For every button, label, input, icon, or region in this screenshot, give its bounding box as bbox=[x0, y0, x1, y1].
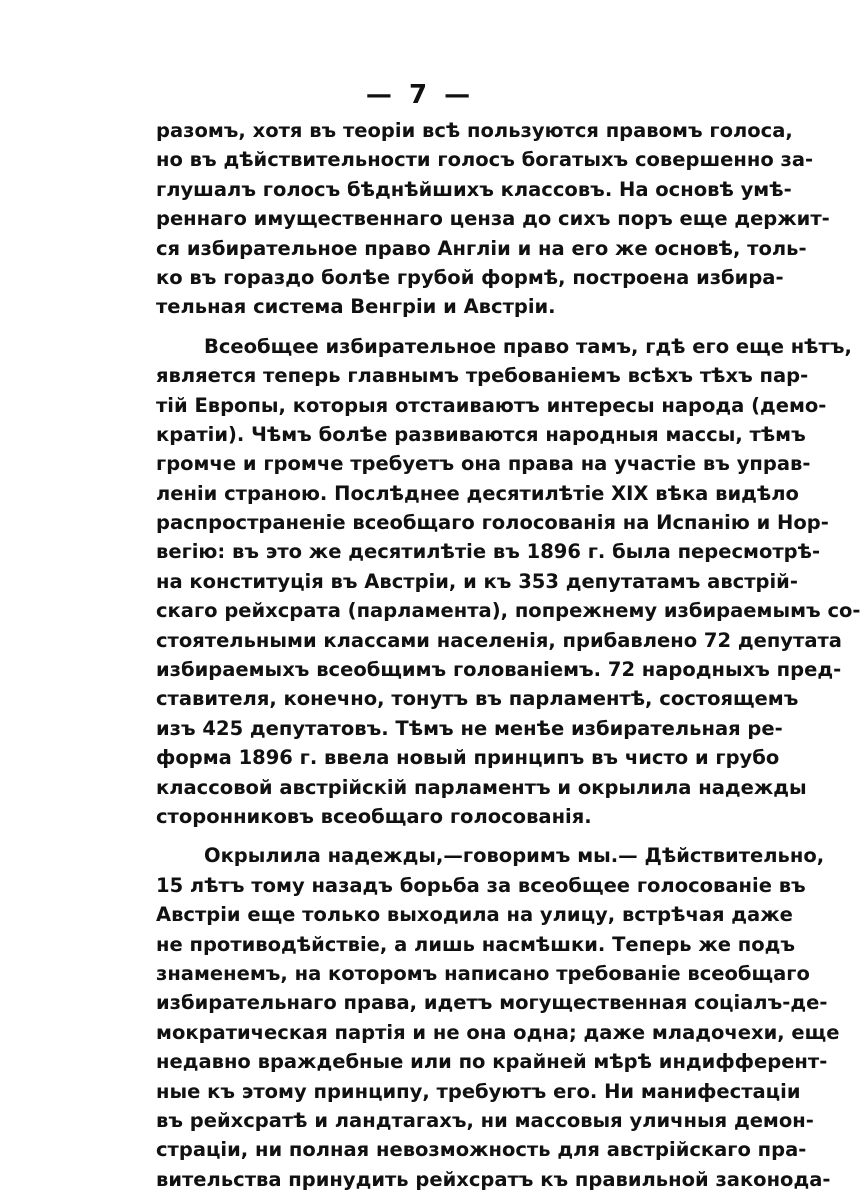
text-line: въ рейхсратѣ и ландтагахъ, ни массовыя уличныя демон- bbox=[156, 1108, 814, 1132]
text-line: 15 лѣтъ тому назадъ борьба за всеобщее голосованіе въ bbox=[156, 873, 806, 897]
text-line: является теперь главнымъ требованіемъ всѣхъ тѣхъ пар- bbox=[156, 364, 809, 388]
text-line: изъ 425 депутатовъ. Тѣмъ не менѣе избирательная ре- bbox=[156, 716, 783, 740]
text-line: реннаго имущественнаго ценза до сихъ поръ еще держит- bbox=[156, 207, 830, 231]
text-line: громче и громче требуетъ она права на участіе въ управ- bbox=[156, 452, 811, 476]
text-line: ко въ гораздо болѣе грубой формѣ, построена избира- bbox=[156, 265, 784, 289]
text-line: страціи, ни полная невозможность для австрійскаго пра- bbox=[156, 1138, 807, 1162]
text-line: форма 1896 г. ввела новый принципъ въ чисто и грубо bbox=[156, 746, 780, 770]
paragraph-2 bbox=[156, 332, 861, 832]
text-line: Окрылила надежды,—говоримъ мы.— Дѣйствительно, bbox=[204, 844, 825, 868]
text-line: не противодѣйствіе, а лишь насмѣшки. Теперь же подъ bbox=[156, 932, 796, 956]
text-line: ставителя, конечно, тонутъ въ парламентѣ, состоящемъ bbox=[156, 687, 799, 711]
text-line: распространеніе всеобщаго голосованія на Испанію и Нор- bbox=[156, 511, 829, 535]
text-line: недавно враждебные или по крайней мѣрѣ индифферент- bbox=[156, 1050, 828, 1074]
text-line: глушалъ голосъ бѣднѣйшихъ классовъ. На основѣ умѣ- bbox=[156, 177, 792, 201]
text-line: вительства принудить рейхсратъ къ правильной законода- bbox=[156, 1167, 831, 1191]
text-line: вегію: въ это же десятилѣтіе въ 1896 г. была пересмотрѣ- bbox=[156, 540, 821, 564]
paragraph-1 bbox=[156, 116, 830, 322]
text-line: сторонниковъ всеобщаго голосованія. bbox=[156, 804, 592, 828]
text-line: но въ дѣйствительности голосъ богатыхъ совершенно за- bbox=[156, 148, 814, 172]
text-line: мократическая партія и не она одна; даже младочехи, еще bbox=[156, 1020, 840, 1044]
text-line: Всеобщее избирательное право тамъ, гдѣ его еще нѣтъ, bbox=[204, 334, 852, 358]
text-line: ные къ этому принципу, требуютъ его. Ни манифестаціи bbox=[156, 1079, 801, 1103]
text-line: на конституція въ Австріи, и къ 353 депутатамъ австрій- bbox=[156, 569, 798, 593]
text-line: избираемыхъ всеобщимъ голованіемъ. 72 народныхъ пред- bbox=[156, 658, 842, 682]
text-line: леніи страною. Послѣднее десятилѣтіе XIX вѣка видѣло bbox=[156, 481, 799, 505]
body-text bbox=[156, 116, 861, 1194]
text-line: Австріи еще только выходила на улицу, встрѣчая даже bbox=[156, 903, 793, 927]
text-line: тій Европы, которыя отстаиваютъ интересы народа (демо- bbox=[156, 393, 827, 417]
text-line: стоятельными классами населенія, прибавлено 72 депутата bbox=[156, 628, 842, 652]
text-line: тельная система Венгріи и Австріи. bbox=[156, 295, 556, 319]
text-line: кратіи). Чѣмъ болѣе развиваются народныя массы, тѣмъ bbox=[156, 422, 806, 446]
page-number: — 7 — bbox=[365, 80, 475, 110]
paragraph-3 bbox=[156, 841, 840, 1194]
text-line: избирательнаго права, идетъ могущественная соціалъ-де- bbox=[156, 991, 828, 1015]
text-line: знаменемъ, на которомъ написано требованіе всеобщаго bbox=[156, 961, 810, 985]
text-line: скаго рейхсрата (парламента), попрежнему избираемымъ со- bbox=[156, 599, 861, 623]
text-line: разомъ, хотя въ теоріи всѣ пользуются правомъ голоса, bbox=[156, 119, 793, 142]
text-line: ся избирательное право Англіи и на его же основѣ, толь- bbox=[156, 236, 807, 260]
text-line: классовой австрійскій парламентъ и окрылила надежды bbox=[156, 775, 807, 799]
